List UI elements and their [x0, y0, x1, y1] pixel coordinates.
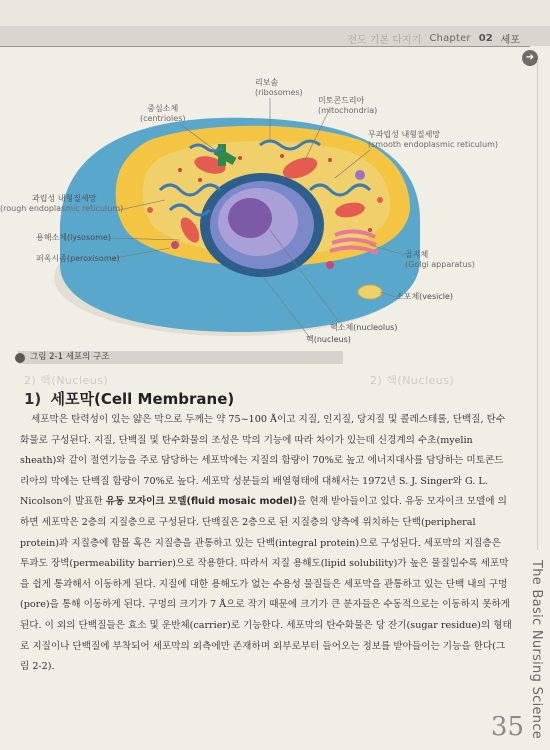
chapter-title: 세포 — [500, 35, 520, 46]
section-title: 세포막(Cell Membrane) — [50, 390, 235, 408]
page-number: 35 — [490, 712, 524, 742]
label-nucleus: 핵(nucleus) — [306, 335, 351, 344]
label-rough-er-ko: 과립성 내형질세망 — [32, 194, 97, 203]
next-arrow-icon: ➜ — [522, 50, 538, 66]
paragraph-1 — [20, 410, 512, 678]
label-peroxisome: 퍼옥시좀(peroxisome) — [36, 254, 120, 263]
cell-structure-figure — [0, 60, 498, 350]
section-heading — [24, 388, 234, 409]
chapter-number: 02 — [478, 33, 493, 44]
side-running-title: The Basic Nursing Science — [529, 560, 544, 740]
label-mitochondria — [318, 96, 377, 116]
side-rule — [537, 60, 538, 550]
caption-bullet-icon — [15, 353, 25, 363]
label-ribosomes-ko: 리보솜 — [255, 78, 279, 87]
label-mitochondria-en: (mitochondria) — [318, 106, 378, 115]
paragraph-1-part-b: 을 현재 받아들이고 있다. 유동 모자이크 모델에 의하면 세포막은 2층의 지질층으로 구성된다. 단백질은 2층으로 된 지질층의 양측에 위치하는 단백(peripheral protein)과 지질층에 함몰 혹은 지질층을 관통하고 있는 단백(integral protein)으로 구성된다. 세포막의 지질층은 투과도 장벽(permeability barrier)으로 작용한다. 따라서 지질 용해도(lipid solubility)가 높은 물질일수록 세포막을 쉽게 통과해서 이동하게 된다. 지질에 대한 용해도가 없는 수용성 물질들은 세포막을 관통하고 있는 단백 내의 구멍(pore)을 통해 이동하게 된다. 구멍의 크기가 7 Å으로 작기 때문에 크기가 큰 분자들은 수동적으로는 이동하지 못하게 된다. 이 외의 단백질들은 효소 및 운반체(carrier)로 기능한다. 세포막의 탄수화물은 당 잔기(sugar residue)의 형태로 지질이나 단백질에 부착되어 세포막의 외측에만 존재하며 외부로부터 들어오는 정보를 받아들이는 기능을 한다(그림 2-2). — [20, 496, 512, 673]
label-lysosome: 용해소체(lysosome) — [36, 233, 111, 242]
top-strip — [0, 0, 550, 26]
label-ribosomes-en: (ribosomes) — [255, 88, 303, 97]
header-rule — [0, 46, 530, 47]
label-smooth-er-en: (smooth endoplasmic reticulum) — [368, 140, 498, 149]
chapter-label: Chapter — [429, 33, 471, 44]
label-golgi-ko: 골지체 — [405, 250, 429, 259]
label-nucleolus: 핵소체(nucleolus) — [330, 323, 398, 332]
body-paragraph — [20, 410, 512, 678]
label-rough-er — [0, 194, 123, 214]
label-golgi-en: (Golgi apparatus) — [405, 260, 475, 269]
label-centrioles — [140, 104, 186, 124]
figure-caption — [18, 351, 343, 364]
label-vesicle: 소포체(vesicle) — [396, 292, 454, 301]
header-faint-text: 전도 기본 다지기 — [347, 35, 422, 46]
label-centrioles-ko: 중심소체 — [147, 104, 179, 113]
fluid-mosaic-model-term: 유동 모자이크 모델(fluid mosaic model) — [105, 496, 298, 508]
running-header — [347, 31, 520, 46]
caption-text: 그림 2-1 세포의 구조 — [30, 352, 110, 362]
label-centrioles-en: (centrioles) — [140, 114, 186, 123]
label-smooth-er — [368, 130, 498, 150]
bleed-through-text-right: 2) 핵(Nucleus) — [370, 374, 455, 387]
label-rough-er-en: (rough endoplasmic reticulum) — [0, 204, 124, 213]
label-mitochondria-ko: 미토콘드리아 — [318, 96, 365, 105]
label-smooth-er-ko: 무과립성 내형질세망 — [368, 130, 441, 139]
section-number: 1) — [24, 390, 42, 408]
label-ribosomes — [255, 78, 303, 98]
bleed-through-text-left: 2) 핵(Nucleus) — [24, 374, 109, 387]
paragraph-1-part-a: 세포막은 탄력성이 있는 얇은 막으로 두께는 약 75~100 Å이고 지질, 인지질, 당지질 및 콜레스테롤, 단백질, 탄수화물로 구성된다. 지질, 단백질 및 탄수화물의 조성은 막의 기능에 따라 차이가 있는데 신경계의 수초(myelin sheath)와 같이 절연기능을 주로 담당하는 세포막에는 지질의 함량이 70%로 높고 에너지대사를 담당하는 미토콘드리아의 막에는 단백질 함량이 70%로 높다. 세포막 성분들의 배열형태에 대해서는 1972년 S. J. Singer와 G. L. Nicolson이 발표한 — [20, 414, 506, 508]
label-golgi — [405, 250, 475, 270]
